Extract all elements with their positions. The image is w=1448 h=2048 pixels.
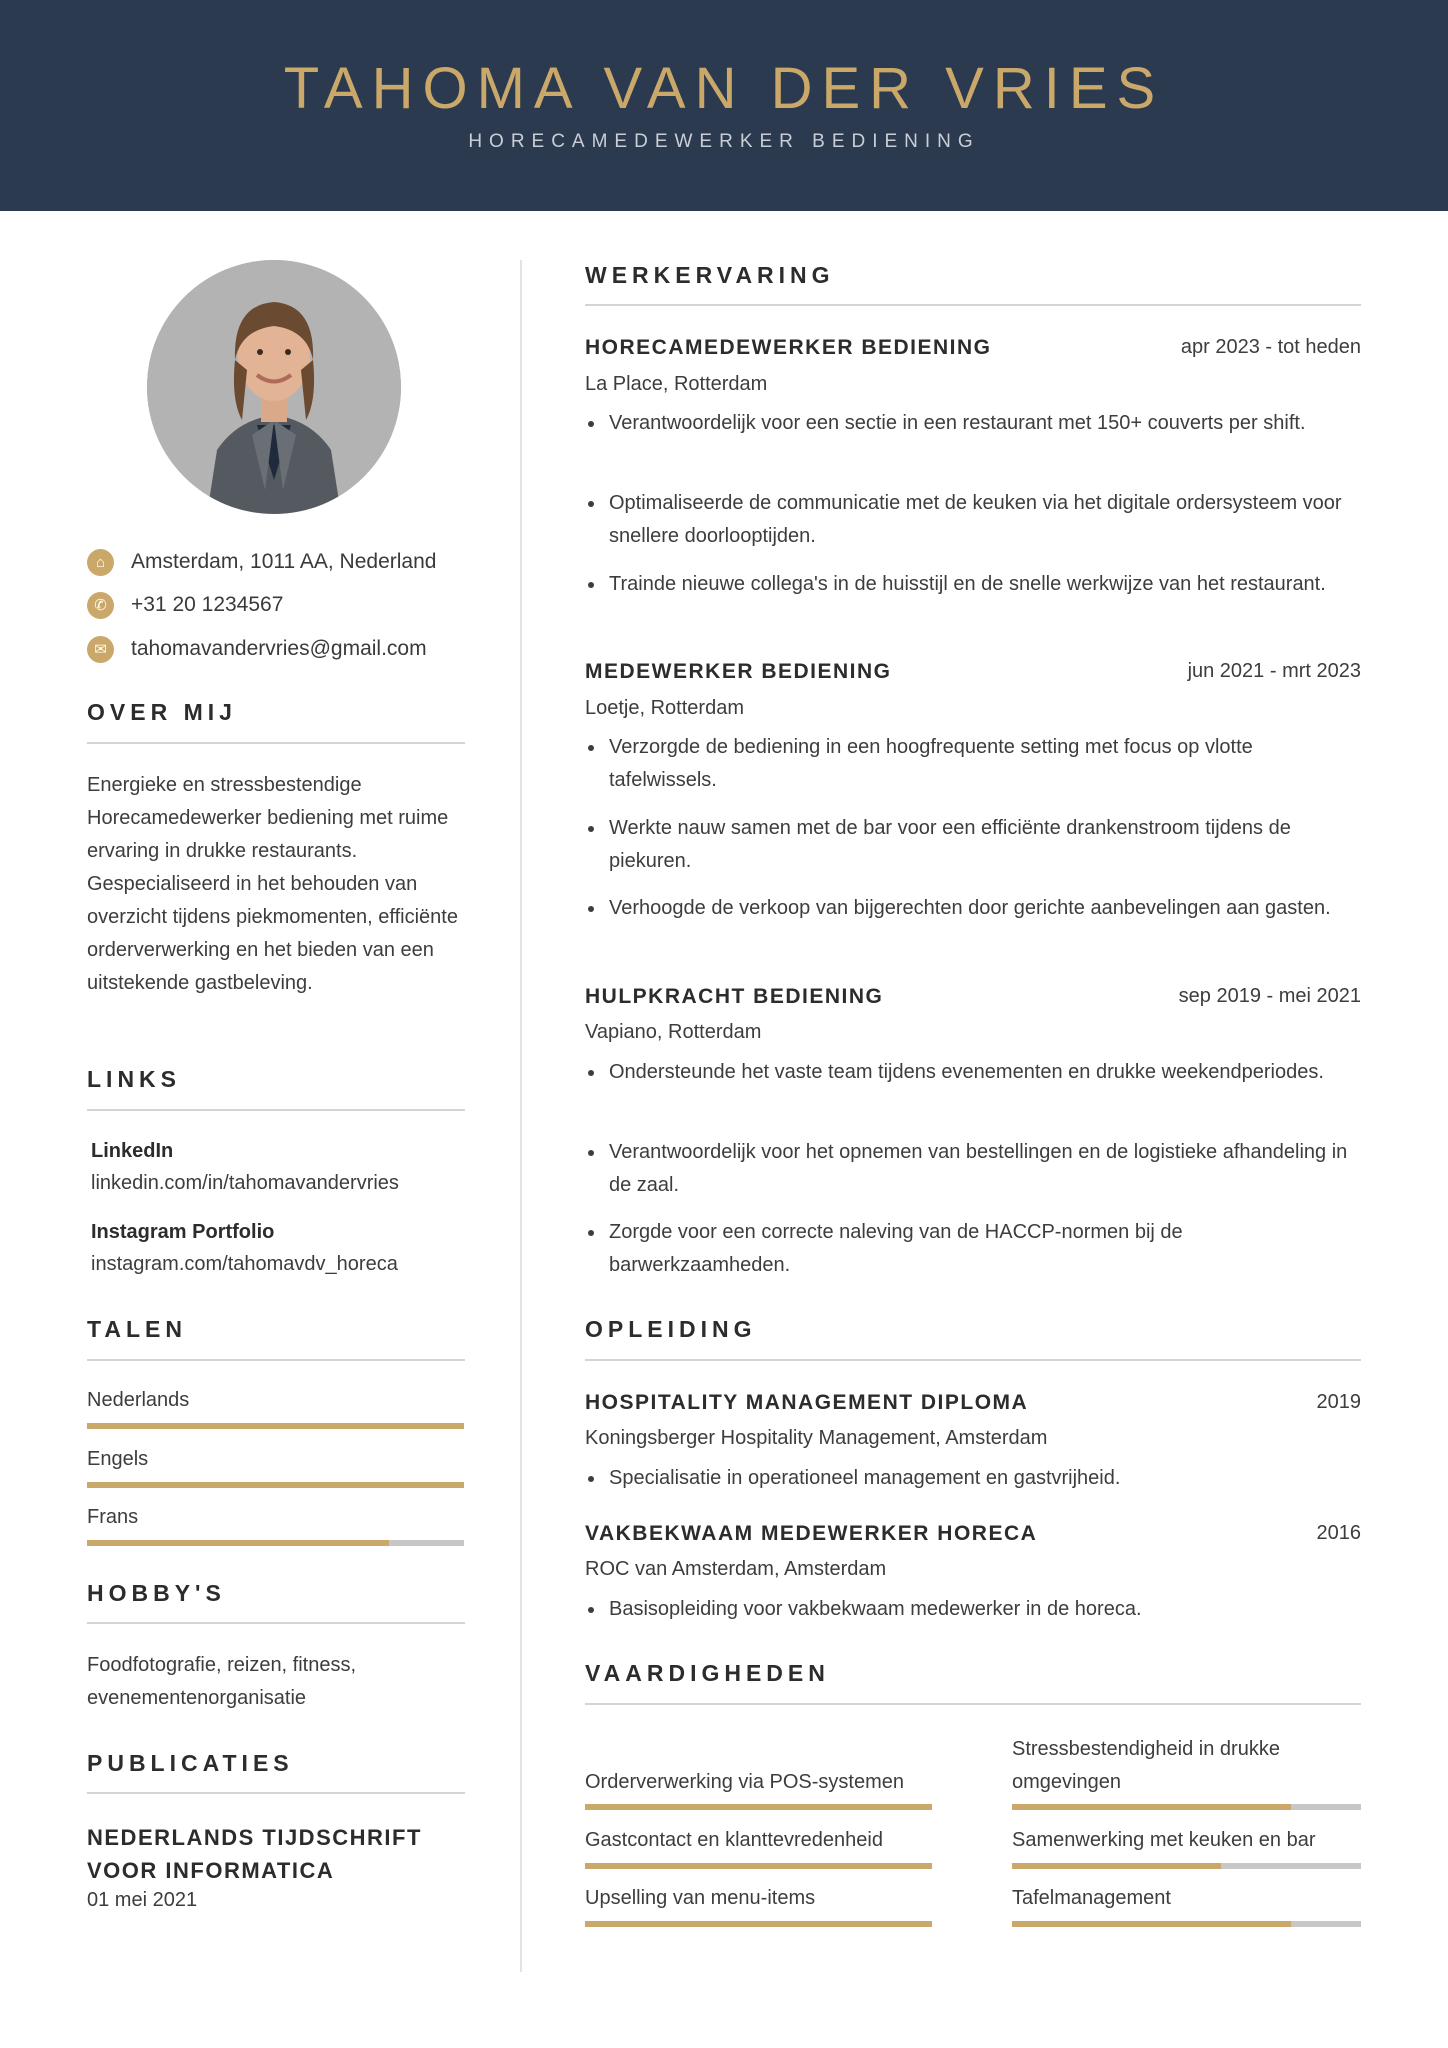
language-label: Engels [87, 1448, 149, 1470]
hobbies-divider [87, 1622, 465, 1624]
job-title: HORECAMEDEWERKER BEDIENING [585, 336, 992, 359]
skill-level-fill [1012, 1804, 1291, 1810]
bullet-text: Optimaliseerde de communicatie met de keuken via het digitale ordersysteem voor snellere doorlooptijden. [609, 492, 1342, 547]
bullet-text: Trainde nieuwe collega's in de huisstijl en de snelle werkwijze van het restaurant. [609, 573, 1326, 595]
education-date: 2016 [1316, 1522, 1361, 1544]
bullet-dot [588, 1150, 594, 1156]
skill-level-fill [1012, 1921, 1291, 1927]
bullet-dot [588, 421, 594, 427]
skill-level-fill [585, 1863, 932, 1869]
skill-level-fill [585, 1804, 932, 1810]
skill-label: Tafelmanagement [1012, 1887, 1171, 1909]
job-bullet [585, 812, 1361, 878]
job-bullet [585, 487, 1361, 553]
skills-divider [585, 1703, 1361, 1705]
skill-level-fill [1012, 1863, 1221, 1869]
bullet-text: Verhoogde de verkoop van bijgerechten door gerichte aanbevelingen aan gasten. [609, 897, 1331, 919]
job-bullet [585, 1216, 1361, 1282]
hobbies-text: Foodfotografie, reizen, fitness, evenementenorganisatie [87, 1654, 357, 1709]
education-date: 2019 [1316, 1391, 1361, 1413]
experience-title: WERKERVARING [585, 262, 835, 288]
publications-title: PUBLICATIES [87, 1750, 294, 1776]
bullet-text: Werkte nauw samen met de bar voor een efficiënte drankenstroom tijdens de piekuren. [609, 817, 1291, 872]
contact-address [87, 548, 465, 576]
bullet-dot [588, 1070, 594, 1076]
hobbies-title: HOBBY'S [87, 1580, 226, 1606]
bullet-text: Ondersteunde het vaste team tijdens evenementen en drukke weekendperiodes. [609, 1061, 1324, 1083]
bullet-dot [588, 582, 594, 588]
education-bullet [585, 1462, 1361, 1495]
job-bullet [585, 731, 1361, 797]
job-place: La Place, Rotterdam [585, 373, 768, 395]
skill-label: Stressbestendigheid in drukke omgevingen [1012, 1738, 1280, 1793]
portrait-illustration [147, 260, 401, 514]
languages-title: TALEN [87, 1316, 187, 1342]
language-level-fill [87, 1423, 464, 1429]
bullet-text: Verantwoordelijk voor een sectie in een restaurant met 150+ couverts per shift. [609, 412, 1306, 434]
job-date: apr 2023 - tot heden [1180, 336, 1361, 358]
language-label: Frans [87, 1506, 139, 1528]
skills-title: VAARDIGHEDEN [585, 1660, 830, 1686]
job-place: Vapiano, Rotterdam [585, 1021, 762, 1043]
column-divider [520, 260, 522, 1972]
home-icon: ⌂ [87, 549, 114, 576]
phone-text: +31 20 1234567 [131, 593, 284, 616]
skill-level-bar [1012, 1804, 1361, 1810]
languages-divider [87, 1359, 465, 1361]
contact-phone [87, 591, 465, 619]
education-place: ROC van Amsterdam, Amsterdam [585, 1558, 887, 1580]
skill-level-fill [585, 1921, 932, 1927]
bullet-text: Verzorgde de bediening in een hoogfrequente setting met focus op vlotte tafelwissels. [609, 736, 1253, 791]
bullet-dot [588, 501, 594, 507]
bullet-text: Verantwoordelijk voor het opnemen van bestellingen en de logistieke afhandeling in de zaal. [609, 1141, 1348, 1196]
job-bullet [585, 892, 1361, 925]
job-bullet [585, 568, 1361, 601]
phone-icon: ✆ [87, 592, 114, 619]
links-title: LINKS [87, 1066, 181, 1092]
links-divider [87, 1109, 465, 1111]
bullet-dot [588, 906, 594, 912]
bullet-text: Specialisatie in operationeel management en gastvrijheid. [609, 1467, 1121, 1489]
publications-divider [87, 1792, 465, 1794]
education-place: Koningsberger Hospitality Management, Amsterdam [585, 1427, 1048, 1449]
job-subtitle: HORECAMEDEWERKER BEDIENING [468, 131, 980, 152]
bullet-text: Zorgde voor een correcte naleving van de HACCP-normen bij de barwerkzaamheden. [609, 1221, 1183, 1276]
job-place: Loetje, Rotterdam [585, 697, 744, 719]
language-level-bar [87, 1423, 464, 1429]
bullet-text: Basisopleiding voor vakbekwaam medewerker in de horeca. [609, 1598, 1142, 1620]
job-title: HULPKRACHT BEDIENING [585, 985, 884, 1008]
skill-level-bar [585, 1804, 932, 1810]
skill-label: Upselling van menu-items [585, 1887, 816, 1909]
link-url-instagram[interactable]: instagram.com/tahomavdv_horeca [91, 1253, 398, 1275]
link-label-linkedin: LinkedIn [91, 1140, 174, 1162]
bullet-dot [588, 826, 594, 832]
candidate-name: TAHOMA VAN DER VRIES [283, 56, 1165, 121]
email-icon: ✉ [87, 636, 114, 663]
about-divider [87, 742, 465, 744]
publication-title: NEDERLANDS TIJDSCHRIFT VOOR INFORMATICA [87, 1825, 422, 1883]
job-bullet [585, 1136, 1361, 1202]
education-title-item: VAKBEKWAAM MEDEWERKER HORECA [585, 1522, 1038, 1545]
job-bullet [585, 407, 1361, 440]
link-url-linkedin[interactable]: linkedin.com/in/tahomavandervries [91, 1172, 399, 1194]
email-link[interactable]: tahomavandervries@gmail.com [131, 637, 427, 660]
skill-level-bar [1012, 1921, 1361, 1927]
language-level-fill [87, 1482, 464, 1488]
publication-date: 01 mei 2021 [87, 1889, 198, 1911]
education-divider [585, 1359, 1361, 1361]
bullet-dot [588, 1230, 594, 1236]
address-text: Amsterdam, 1011 AA, Nederland [131, 550, 437, 573]
skill-level-bar [585, 1921, 932, 1927]
language-level-bar [87, 1482, 464, 1488]
link-label-instagram: Instagram Portfolio [91, 1221, 275, 1243]
resume-header [0, 0, 1448, 211]
skill-level-bar [1012, 1863, 1361, 1869]
skill-label: Orderverwerking via POS-systemen [585, 1771, 904, 1793]
bullet-dot [588, 1607, 594, 1613]
education-title-item: HOSPITALITY MANAGEMENT DIPLOMA [585, 1391, 1029, 1414]
job-date: jun 2021 - mrt 2023 [1187, 660, 1361, 682]
language-label: Nederlands [87, 1389, 190, 1411]
experience-divider [585, 304, 1361, 306]
job-bullet [585, 1056, 1361, 1089]
skill-label: Gastcontact en klanttevredenheid [585, 1829, 883, 1851]
skill-label: Samenwerking met keuken en bar [1012, 1829, 1316, 1851]
education-title: OPLEIDING [585, 1316, 757, 1342]
education-bullet [585, 1593, 1361, 1626]
bullet-dot [588, 745, 594, 751]
skill-level-bar [585, 1863, 932, 1869]
about-text: Energieke en stressbestendige Horecamedewerker bediening met ruime ervaring in drukke restaurants. Gespecialiseerd in het behouden van overzicht tijdens piekmomenten, efficiënte orderverwerking en het bieden van een uitstekende gastbeleving. [87, 774, 458, 994]
job-title: MEDEWERKER BEDIENING [585, 660, 892, 683]
contact-email[interactable] [87, 635, 465, 663]
about-title: OVER MIJ [87, 699, 237, 725]
language-level-fill [87, 1540, 389, 1546]
bullet-dot [588, 1476, 594, 1482]
language-level-bar [87, 1540, 464, 1546]
job-date: sep 2019 - mei 2021 [1178, 985, 1361, 1007]
profile-photo [147, 260, 401, 514]
